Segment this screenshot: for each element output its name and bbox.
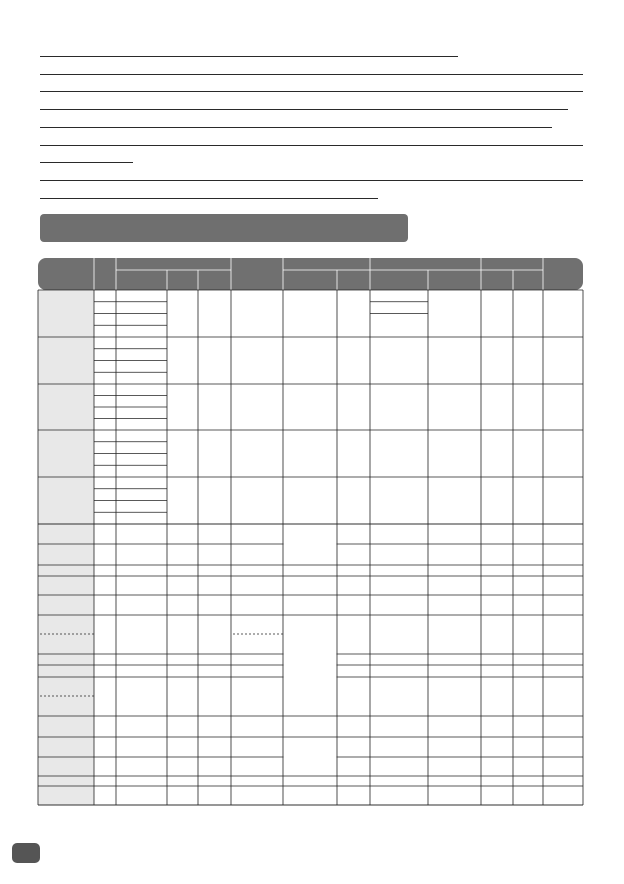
- merge-b-0: [284, 653, 337, 655]
- merge-a: [284, 543, 337, 545]
- merge-c-0: [284, 756, 337, 758]
- header-band: [38, 258, 583, 290]
- first-col-shade: [38, 290, 94, 805]
- merge-b-1: [284, 664, 337, 666]
- merge-b-2: [284, 676, 337, 678]
- page-number-tab: [12, 843, 40, 863]
